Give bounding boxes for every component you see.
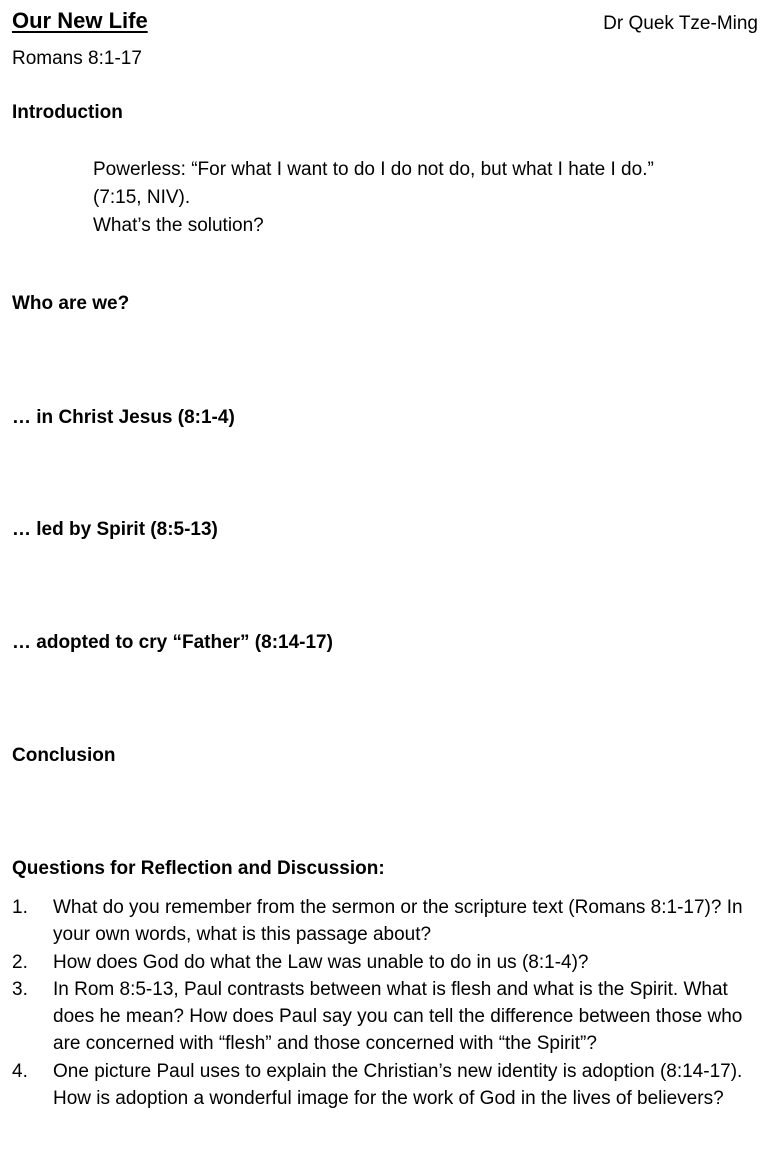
question-item <box>12 1058 764 1113</box>
section-heading-led-by-spirit: … led by Spirit (8:5-13) <box>12 519 218 540</box>
questions-list <box>12 894 764 1112</box>
question-text: One picture Paul uses to explain the Christian’s new identity is adoption (8:14-17). How is adoption a wonderful image for the work of God in the lives of believers? <box>53 1060 743 1110</box>
question-item <box>12 976 764 1058</box>
question-item <box>12 949 764 976</box>
section-heading-adopted: … adopted to cry “Father” (8:14-17) <box>12 632 333 653</box>
question-number: 1. <box>12 897 28 918</box>
scripture-reference: Romans 8:1-17 <box>12 48 142 69</box>
question-text: In Rom 8:5-13, Paul contrasts between what is flesh and what is the Spirit. What does he mean? How does Paul say you can tell the difference between those who are concerned with “flesh” and those concerned with “the Spirit”? <box>53 978 743 1055</box>
question-text: What do you remember from the sermon or the scripture text (Romans 8:1-17)? In your own words, what is this passage about? <box>53 897 743 946</box>
question-number: 4. <box>12 1060 28 1082</box>
question-item <box>12 894 764 949</box>
introduction-line: What’s the solution? <box>93 215 264 236</box>
introduction-text <box>93 156 654 240</box>
introduction-line: Powerless: “For what I want to do I do not do, but what I hate I do.” <box>93 159 654 180</box>
section-heading-in-christ: … in Christ Jesus (8:1-4) <box>12 407 235 428</box>
section-heading-conclusion: Conclusion <box>12 745 116 766</box>
question-number: 2. <box>12 951 28 973</box>
author-name: Dr Quek Tze-Ming <box>603 13 758 34</box>
section-heading-who-are-we: Who are we? <box>12 293 130 314</box>
question-text: How does God do what the Law was unable to do in us (8:1-4)? <box>53 951 589 973</box>
introduction-line: (7:15, NIV). <box>93 187 191 208</box>
question-number: 3. <box>12 978 28 1000</box>
page-title: Our New Life <box>12 8 148 33</box>
questions-heading: Questions for Reflection and Discussion: <box>12 858 385 879</box>
introduction-heading: Introduction <box>12 102 123 123</box>
